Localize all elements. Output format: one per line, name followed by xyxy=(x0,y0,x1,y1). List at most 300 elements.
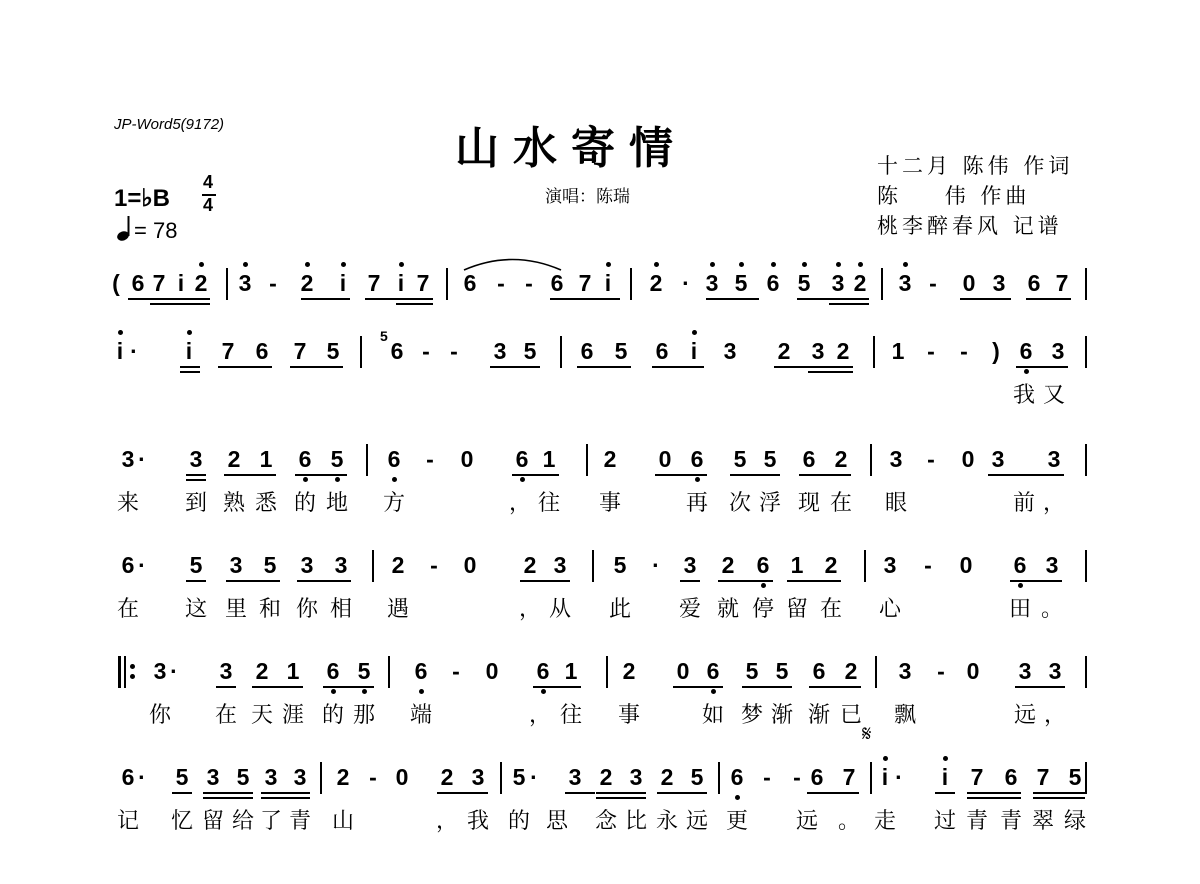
lyric-char: 端 xyxy=(409,703,433,728)
note-token: 6 xyxy=(1027,270,1041,296)
barline xyxy=(1085,550,1087,582)
lyric-char: 飘 xyxy=(893,703,917,728)
octave-dot xyxy=(711,689,716,694)
underline-beam xyxy=(680,580,700,582)
note-token: i xyxy=(339,270,347,296)
repeat-dot xyxy=(130,674,135,679)
octave-dot xyxy=(802,262,807,267)
underline-beam xyxy=(935,792,955,794)
note-token: 3 xyxy=(1018,658,1032,684)
lyric-char: 相 xyxy=(329,597,353,622)
underline-beam xyxy=(216,686,236,688)
lyric-char: 走 xyxy=(873,809,897,834)
note-token: 3 xyxy=(553,552,567,578)
underline-beam xyxy=(297,580,351,582)
note-token: 5 xyxy=(326,338,340,364)
underline-beam xyxy=(172,792,192,794)
barline xyxy=(873,336,875,368)
barline xyxy=(630,268,632,300)
lyric-char: 停 xyxy=(751,597,775,622)
dot-mark: · xyxy=(130,338,138,364)
lyric-char: 过 xyxy=(933,809,957,834)
note-token: 7 xyxy=(293,338,307,364)
note-token: 3 xyxy=(992,270,1006,296)
note-token: i xyxy=(185,338,193,364)
score-row xyxy=(0,552,1200,672)
underline-beam xyxy=(652,366,704,368)
barline xyxy=(1085,336,1087,368)
dash-mark: - xyxy=(937,658,945,684)
note-token: 6 xyxy=(414,658,428,684)
lyric-char: 思 xyxy=(545,809,569,834)
note-token: 3 xyxy=(811,338,825,364)
time-signature-top: 4 xyxy=(203,172,214,192)
note-token: 1 xyxy=(286,658,300,684)
note-token: 7 xyxy=(221,338,235,364)
octave-dot xyxy=(858,262,863,267)
note-token: ( xyxy=(112,270,120,296)
underline-beam xyxy=(673,686,723,688)
underline-beam xyxy=(186,479,206,481)
note-token: 3 xyxy=(705,270,719,296)
lyric-char: 在 xyxy=(829,491,853,516)
note-token: 5 xyxy=(175,764,189,790)
barline xyxy=(560,336,562,368)
lyric-char: 涯 xyxy=(281,703,305,728)
lyric-char: 熟 xyxy=(222,491,246,516)
note-token: 2 xyxy=(603,446,617,472)
barline xyxy=(606,656,608,688)
note-token: 5 xyxy=(733,446,747,472)
octave-dot xyxy=(118,330,123,335)
composer-credit: 陈 伟 作曲 xyxy=(877,184,1031,208)
underline-beam xyxy=(596,792,646,794)
note-token: 5 xyxy=(734,270,748,296)
barline xyxy=(320,762,322,794)
note-token: 6 xyxy=(298,446,312,472)
singer-credit: 演唱：陈瑞 xyxy=(545,187,630,207)
dash-mark: - xyxy=(369,764,377,790)
note-token: 0 xyxy=(658,446,672,472)
lyric-char: 绿 xyxy=(1063,809,1087,834)
note-token: 5 xyxy=(357,658,371,684)
barline xyxy=(718,762,720,794)
lyric-char: 。 xyxy=(1040,597,1064,622)
underline-beam xyxy=(512,474,559,476)
lyric-char: 遇 xyxy=(386,597,410,622)
note-token: 0 xyxy=(485,658,499,684)
note-token: 3 xyxy=(1048,658,1062,684)
underline-beam xyxy=(730,474,780,476)
underline-beam xyxy=(960,298,1011,300)
score-row xyxy=(0,446,1200,566)
lyric-char: 在 xyxy=(214,703,238,728)
octave-dot xyxy=(331,689,336,694)
octave-dot xyxy=(399,262,404,267)
octave-dot xyxy=(710,262,715,267)
note-token: 1 xyxy=(564,658,578,684)
barline xyxy=(870,444,872,476)
note-token: 5 xyxy=(236,764,250,790)
underline-beam xyxy=(290,366,343,368)
lyric-char: 事 xyxy=(617,703,641,728)
lyric-char: 我 xyxy=(1012,383,1036,408)
note-token: 3 xyxy=(883,552,897,578)
lyric-char: 的 xyxy=(293,491,317,516)
lyric-char: ， xyxy=(508,491,532,516)
underline-beam xyxy=(437,792,488,794)
lyric-char: 方 xyxy=(382,491,406,516)
note-token: 5 xyxy=(690,764,704,790)
note-token: 5 xyxy=(512,764,526,790)
underline-beam xyxy=(988,474,1064,476)
underline-beam xyxy=(226,580,280,582)
note-token: 6 xyxy=(515,446,529,472)
note-token: 6 xyxy=(730,764,744,790)
note-token: 1 xyxy=(790,552,804,578)
barline xyxy=(864,550,866,582)
lyric-char: 念 xyxy=(594,809,618,834)
octave-dot xyxy=(335,477,340,482)
note-token: 3 xyxy=(1045,552,1059,578)
note-token: 3 xyxy=(991,446,1005,472)
underline-beam xyxy=(1033,797,1085,799)
underline-beam xyxy=(967,797,1021,799)
octave-dot xyxy=(771,262,776,267)
note-token: 3 xyxy=(1051,338,1065,364)
dash-mark: - xyxy=(927,338,935,364)
note-token: 6 xyxy=(550,270,564,296)
note-token: 3 xyxy=(683,552,697,578)
underline-beam xyxy=(396,303,433,305)
lyric-char: 在 xyxy=(116,597,140,622)
lyric-char: 就 xyxy=(716,597,740,622)
note-token: 7 xyxy=(578,270,592,296)
dash-mark: - xyxy=(960,338,968,364)
note-token: 5 xyxy=(797,270,811,296)
note-token: 7 xyxy=(152,270,166,296)
note-token: 5 xyxy=(189,552,203,578)
note-token: 2 xyxy=(777,338,791,364)
lyric-char: 的 xyxy=(507,809,531,834)
repeat-dot xyxy=(130,664,135,669)
note-token: 5 xyxy=(523,338,537,364)
octave-dot xyxy=(303,477,308,482)
lyric-char: 留 xyxy=(201,809,225,834)
lyric-char: 事 xyxy=(598,491,622,516)
underline-beam xyxy=(520,580,570,582)
note-token: 2 xyxy=(622,658,636,684)
dot-mark: · xyxy=(530,764,538,790)
dash-mark: - xyxy=(450,338,458,364)
lyric-char: ， xyxy=(518,597,542,622)
note-token: 7 xyxy=(1055,270,1069,296)
barline xyxy=(366,444,368,476)
underline-beam xyxy=(1026,298,1071,300)
note-token: 6 xyxy=(690,446,704,472)
octave-dot xyxy=(541,689,546,694)
lyric-char: 现 xyxy=(797,491,821,516)
underline-beam xyxy=(252,686,303,688)
octave-dot xyxy=(199,262,204,267)
key-signature: 1=♭B xyxy=(114,185,171,212)
note-token: 0 xyxy=(460,446,474,472)
underline-beam xyxy=(807,792,859,794)
note-token: 3 xyxy=(1047,446,1061,472)
note-token: i xyxy=(177,270,185,296)
note-token: 7 xyxy=(1036,764,1050,790)
note-token: 0 xyxy=(395,764,409,790)
barline xyxy=(592,550,594,582)
note-token: 0 xyxy=(961,446,975,472)
note-token: 7 xyxy=(842,764,856,790)
note-token: 7 xyxy=(970,764,984,790)
note-token: 2 xyxy=(853,270,867,296)
underline-beam xyxy=(797,298,869,300)
lyric-char: 心 xyxy=(878,597,902,622)
note-token: 3 xyxy=(121,446,135,472)
underline-beam xyxy=(533,686,581,688)
note-token: 6 xyxy=(463,270,477,296)
lyric-char: 来 xyxy=(116,491,140,516)
note-token: i xyxy=(604,270,612,296)
octave-dot xyxy=(695,477,700,482)
note-token: 2 xyxy=(836,338,850,364)
underline-beam xyxy=(657,792,707,794)
octave-dot xyxy=(903,262,908,267)
note-token: 3 xyxy=(898,658,912,684)
note-token: 7 xyxy=(416,270,430,296)
dash-mark: - xyxy=(924,552,932,578)
lyric-char: 此 xyxy=(608,597,632,622)
lyric-char: 青 xyxy=(999,809,1023,834)
barline xyxy=(1085,762,1087,794)
note-token: 1 xyxy=(891,338,905,364)
octave-dot xyxy=(392,477,397,482)
dot-mark: · xyxy=(138,764,146,790)
octave-dot xyxy=(606,262,611,267)
barline xyxy=(586,444,588,476)
dot-mark: · xyxy=(895,764,903,790)
lyric-char: 又 xyxy=(1042,383,1066,408)
note-token: 6 xyxy=(326,658,340,684)
lyric-char: ， xyxy=(1042,491,1066,516)
lyric-char: 记 xyxy=(116,809,140,834)
dash-mark: - xyxy=(269,270,277,296)
lyric-char: 浮 xyxy=(758,491,782,516)
lyric-char: 青 xyxy=(288,809,312,834)
note-token: 2 xyxy=(194,270,208,296)
underline-beam xyxy=(808,371,853,373)
barline xyxy=(500,762,502,794)
tie-arc xyxy=(463,256,562,270)
underline-beam xyxy=(1010,580,1062,582)
lyric-char: 永 xyxy=(655,809,679,834)
note-token: 6 xyxy=(536,658,550,684)
note-token: 3 xyxy=(238,270,252,296)
underline-beam xyxy=(150,303,210,305)
note-token: 6 xyxy=(1019,338,1033,364)
note-token: 6 xyxy=(706,658,720,684)
note-token: 3 xyxy=(898,270,912,296)
note-token: 5 xyxy=(775,658,789,684)
note-token: 3 xyxy=(219,658,233,684)
underline-beam xyxy=(1015,686,1065,688)
lyric-char: 田 xyxy=(1008,597,1032,622)
note-token: i xyxy=(397,270,405,296)
octave-dot xyxy=(1018,583,1023,588)
underline-beam xyxy=(706,298,759,300)
lyric-char: 我 xyxy=(466,809,490,834)
underline-beam xyxy=(301,298,350,300)
note-token: 6 xyxy=(387,446,401,472)
note-token: 0 xyxy=(463,552,477,578)
dash-mark: - xyxy=(430,552,438,578)
lyric-char: 远 xyxy=(795,809,819,834)
underline-beam xyxy=(1016,366,1068,368)
note-token: 2 xyxy=(227,446,241,472)
lyric-char: 的 xyxy=(321,703,345,728)
note-token: 6 xyxy=(580,338,594,364)
barline xyxy=(446,268,448,300)
note-token: 3 xyxy=(831,270,845,296)
lyric-char: 那 xyxy=(352,703,376,728)
underline-beam xyxy=(180,371,200,373)
note-token: 6 xyxy=(812,658,826,684)
note-token: 6 xyxy=(655,338,669,364)
lyric-char: 远 xyxy=(685,809,709,834)
dash-mark: - xyxy=(422,338,430,364)
barline xyxy=(1085,268,1087,300)
note-token: 3 xyxy=(189,446,203,472)
note-token: 5 xyxy=(263,552,277,578)
barline xyxy=(372,550,374,582)
dot-mark: · xyxy=(170,658,178,684)
note-token: 3 xyxy=(264,764,278,790)
underline-beam xyxy=(787,580,841,582)
lyric-char: 已 xyxy=(839,703,863,728)
underline-beam xyxy=(203,797,253,799)
note-token: i xyxy=(690,338,698,364)
note-token: 2 xyxy=(255,658,269,684)
octave-dot xyxy=(761,583,766,588)
dash-mark: - xyxy=(497,270,505,296)
underline-beam xyxy=(186,580,206,582)
underline-beam xyxy=(774,366,853,368)
octave-dot xyxy=(836,262,841,267)
dash-mark: - xyxy=(426,446,434,472)
note-token: 1 xyxy=(259,446,273,472)
lyric-char: 了 xyxy=(259,809,283,834)
note-token: 3 xyxy=(568,764,582,790)
lyricist-credit: 十二月 陈伟 作词 xyxy=(877,154,1074,178)
lyric-char: 远 xyxy=(1013,703,1037,728)
lyric-char: 忆 xyxy=(170,809,194,834)
dot-mark: · xyxy=(138,552,146,578)
dash-mark: - xyxy=(763,764,771,790)
note-token: 3 xyxy=(629,764,643,790)
lyric-char: ， xyxy=(1043,703,1067,728)
underline-beam xyxy=(261,792,310,794)
barline xyxy=(1085,656,1087,688)
octave-dot xyxy=(739,262,744,267)
dash-mark: - xyxy=(929,270,937,296)
note-token: 6 xyxy=(802,446,816,472)
lyric-char: 梦 xyxy=(740,703,764,728)
lyric-char: 和 xyxy=(258,597,282,622)
note-token: 5 xyxy=(1068,764,1082,790)
note-token: 2 xyxy=(440,764,454,790)
note-token: 2 xyxy=(391,552,405,578)
note-token: 2 xyxy=(824,552,838,578)
dash-mark: - xyxy=(452,658,460,684)
note-token: 0 xyxy=(966,658,980,684)
dot-mark: · xyxy=(652,552,660,578)
octave-dot xyxy=(362,689,367,694)
note-token: 3 xyxy=(293,764,307,790)
lyric-char: 再 xyxy=(685,491,709,516)
note-token: i xyxy=(941,764,949,790)
note-token: 3 xyxy=(493,338,507,364)
note-token: i xyxy=(116,338,124,364)
time-signature-bottom: 4 xyxy=(203,195,214,215)
tempo-marking: = 78 xyxy=(134,218,178,243)
lyric-char: ， xyxy=(528,703,552,728)
octave-dot xyxy=(1024,369,1029,374)
underline-beam xyxy=(799,474,851,476)
transcriber-credit: 桃李醉春风 记谱 xyxy=(877,214,1063,238)
underline-beam xyxy=(180,366,200,368)
note-token: 6 xyxy=(766,270,780,296)
lyric-char: 往 xyxy=(537,491,561,516)
barline xyxy=(360,336,362,368)
underline-beam xyxy=(224,474,276,476)
note-token: 1 xyxy=(542,446,556,472)
note-token: 7 xyxy=(367,270,381,296)
underline-beam xyxy=(490,366,540,368)
octave-dot xyxy=(419,689,424,694)
lyric-char: 到 xyxy=(184,491,208,516)
note-token: 2 xyxy=(599,764,613,790)
lyric-char: 青 xyxy=(965,809,989,834)
underline-beam xyxy=(550,298,620,300)
underline-beam xyxy=(596,797,646,799)
octave-dot xyxy=(943,756,948,761)
lyric-char: 给 xyxy=(231,809,255,834)
lyric-char: 里 xyxy=(224,597,248,622)
underline-beam xyxy=(218,366,272,368)
underline-beam xyxy=(186,474,206,476)
note-token: 6 xyxy=(121,552,135,578)
note-token: 2 xyxy=(300,270,314,296)
lyric-char: 次 xyxy=(728,491,752,516)
barline xyxy=(875,656,877,688)
note-token: 5 xyxy=(745,658,759,684)
score-row xyxy=(0,328,1200,458)
note-token: ) xyxy=(992,338,1000,364)
underline-beam xyxy=(323,686,374,688)
underline-beam xyxy=(295,474,347,476)
lyric-char: 这 xyxy=(184,597,208,622)
grace-note: 5 xyxy=(380,328,388,344)
score-row xyxy=(0,658,1200,778)
octave-dot xyxy=(654,262,659,267)
barline xyxy=(388,656,390,688)
note-token: 6 xyxy=(131,270,145,296)
underline-beam xyxy=(203,792,253,794)
lyric-char: 在 xyxy=(819,597,843,622)
note-token: 2 xyxy=(649,270,663,296)
